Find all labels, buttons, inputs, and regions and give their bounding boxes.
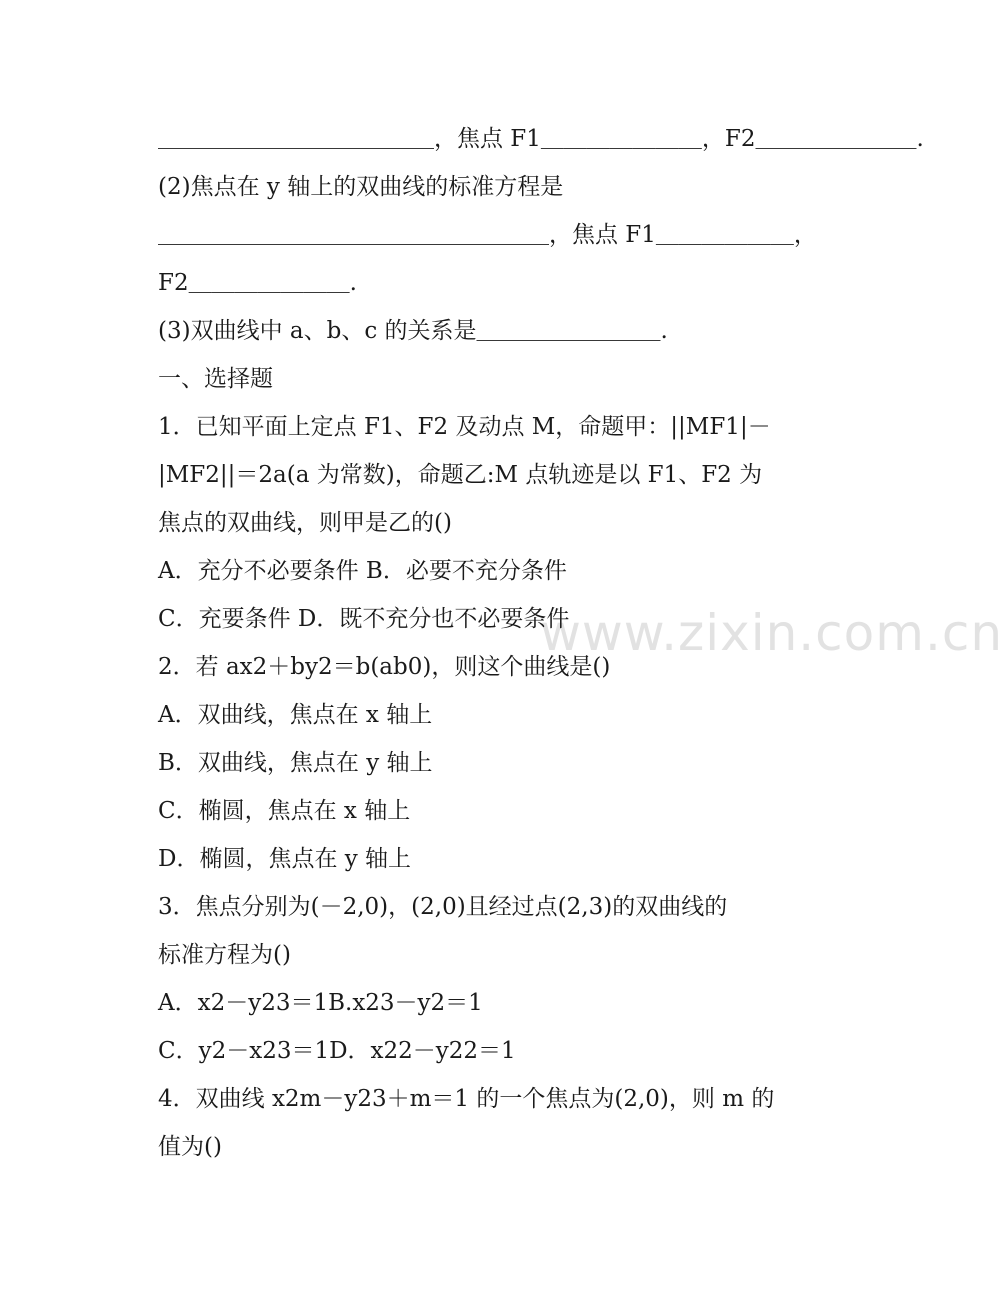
- question-text: |MF2||＝2a(a 为常数)，命题乙:M 点轨迹是以 F1、F2 为: [158, 462, 763, 488]
- question-text: 4．双曲线 x2m－y23＋m＝1 的一个焦点为(2,0)，则 m 的: [158, 1086, 775, 1112]
- question-text: 3．焦点分别为(－2,0)，(2,0)且经过点(2,3)的双曲线的: [158, 894, 728, 920]
- answer-option: A．x2－y23＝1B.x23－y2＝1: [158, 990, 483, 1016]
- text-line: ＿＿＿＿＿＿＿＿＿＿＿＿，焦点 F1＿＿＿＿＿＿＿，F2＿＿＿＿＿＿＿.: [158, 126, 924, 152]
- answer-option: C．椭圆，焦点在 x 轴上: [158, 798, 411, 824]
- text-line: (3)双曲线中 a、b、c 的关系是＿＿＿＿＿＿＿＿.: [158, 318, 668, 344]
- section-heading: 一、选择题: [158, 366, 273, 392]
- text-line: (2)焦点在 y 轴上的双曲线的标准方程是: [158, 174, 564, 200]
- answer-option: D．椭圆，焦点在 y 轴上: [158, 846, 412, 872]
- answer-option: C．y2－x23＝1D．x22－y22＝1: [158, 1038, 516, 1064]
- question-text: 值为(): [158, 1134, 222, 1160]
- answer-option: A．双曲线，焦点在 x 轴上: [158, 702, 433, 728]
- answer-option: A．充分不必要条件 B．必要不充分条件: [158, 558, 567, 584]
- question-text: 1．已知平面上定点 F1、F2 及动点 M，命题甲：||MF1|－: [158, 414, 771, 440]
- answer-option: C．充要条件 D．既不充分也不必要条件: [158, 606, 570, 632]
- answer-option: B．双曲线，焦点在 y 轴上: [158, 750, 433, 776]
- watermark: www.zixin.com.cn: [540, 604, 1003, 662]
- text-line: F2＿＿＿＿＿＿＿.: [158, 270, 357, 296]
- question-text: 焦点的双曲线，则甲是乙的(): [158, 510, 452, 536]
- question-text: 2．若 ax2＋by2＝b(ab0)，则这个曲线是(): [158, 654, 611, 680]
- question-text: 标准方程为(): [158, 942, 291, 968]
- text-line: ＿＿＿＿＿＿＿＿＿＿＿＿＿＿＿＿＿，焦点 F1＿＿＿＿＿＿，: [158, 222, 817, 248]
